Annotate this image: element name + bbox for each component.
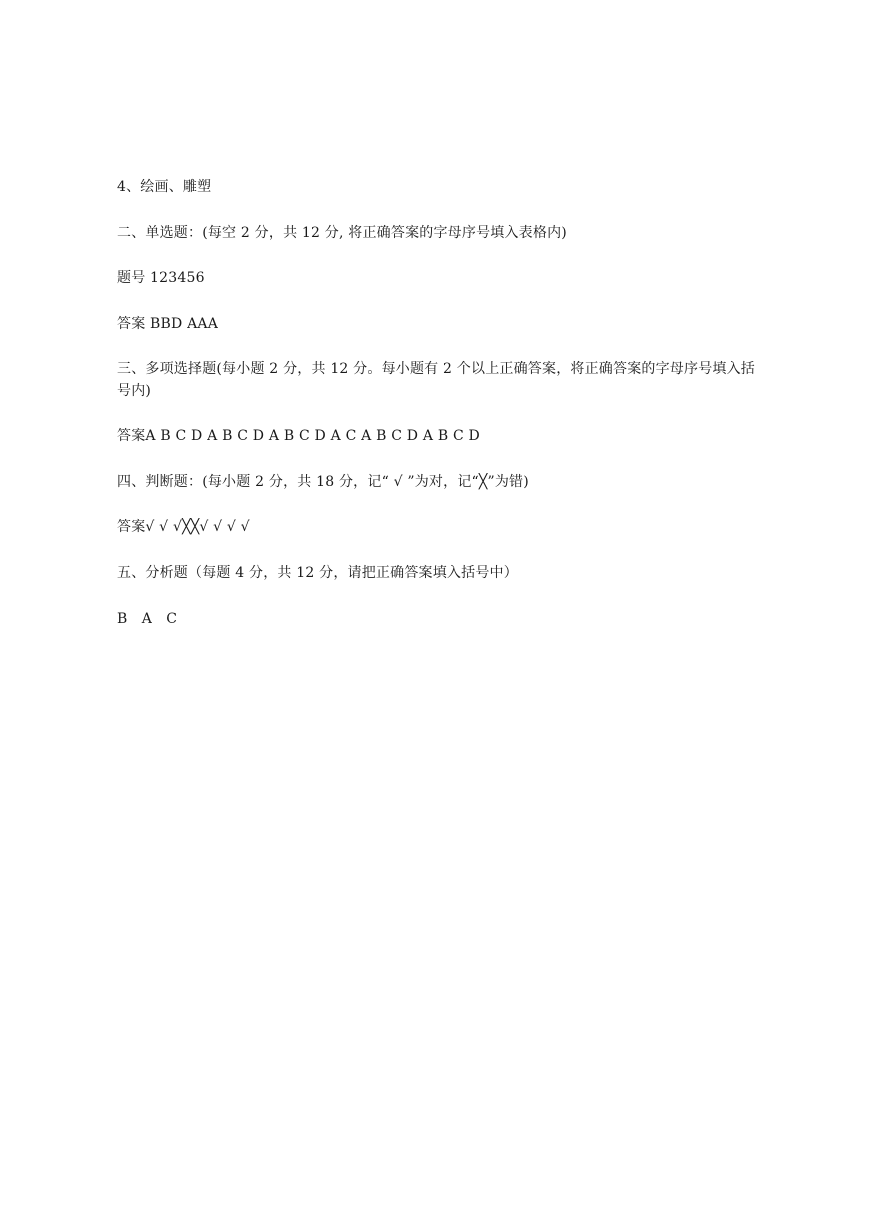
answer-line-4: 4、绘画、雕塑 (117, 179, 212, 195)
section-5-answers: B A C (117, 611, 183, 627)
section-3-heading: 三、多项选择题(每小题 2 分，共 12 分。每小题有 2 个以上正确答案，将正确答案的字母序号填入括号内) (117, 361, 755, 399)
section-2-heading: 二、单选题：(每空 2 分，共 12 分, 将正确答案的字母序号填入表格内) (117, 225, 567, 241)
section-5-heading: 五、分析题（每题 4 分，共 12 分，请把正确答案填入括号中） (117, 565, 518, 581)
question-number-row: 题号 123456 (117, 270, 205, 286)
section-2-answers: 答案 BBD AAA (117, 316, 219, 332)
section-3-answers: 答案A B C D A B C D A B C D A C A B C D A B C D (117, 428, 480, 444)
section-4-answers: 答案√ √ √╳╳√ √ √ √ (117, 519, 250, 535)
section-4-heading: 四、判断题：(每小题 2 分，共 18 分，记“ √ ”为对，记“╳”为错) (117, 474, 529, 490)
